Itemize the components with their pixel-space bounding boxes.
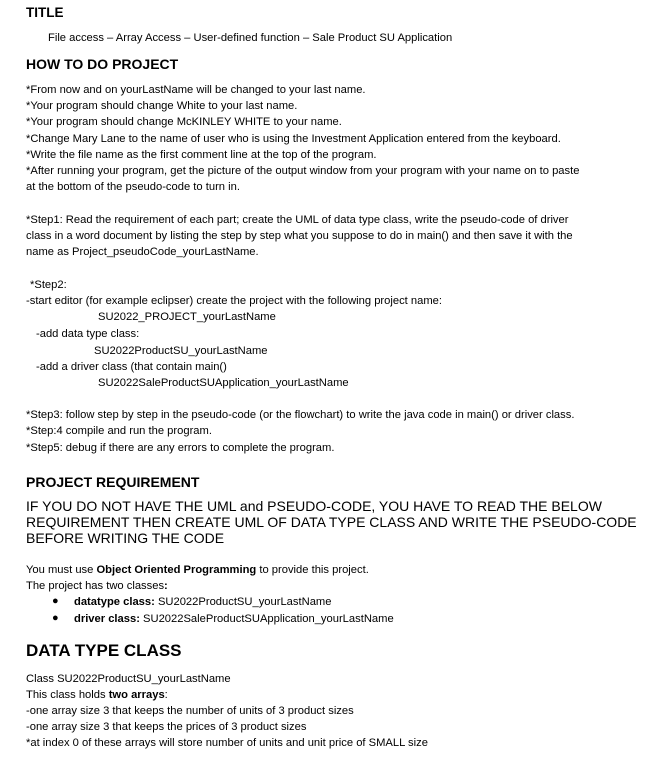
requirement-heading: PROJECT REQUIREMENT bbox=[26, 474, 200, 490]
requirement-warning-line: REQUIREMENT THEN CREATE UML OF DATA TYPE CLASS AND WRITE THE PSEUDO-CODE bbox=[26, 514, 637, 530]
step2-line: SU2022ProductSU_yourLastName bbox=[94, 345, 268, 357]
bullet-label: datatype class: bbox=[74, 596, 155, 608]
how-to-heading: HOW TO DO PROJECT bbox=[26, 56, 179, 72]
requirement-warning-line: IF YOU DO NOT HAVE THE UML and PSEUDO-CODE, YOU HAVE TO READ THE BELOW bbox=[26, 498, 602, 514]
oop-line bbox=[26, 562, 369, 578]
step1-line: name as Project_pseudoCode_yourLastName. bbox=[26, 246, 259, 258]
step3-line: *Step5: debug if there are any errors to complete the program. bbox=[26, 442, 335, 454]
class-line: Class SU2022ProductSU_yourLastName bbox=[26, 673, 231, 685]
step2-line: -add data type class: bbox=[36, 328, 140, 340]
holds-pre: This class holds bbox=[26, 689, 109, 701]
step2-line: -start editor (for example eclipser) create the project with the following project name: bbox=[26, 295, 442, 307]
step1-line: class in a word document by listing the step by step what you suppose to do in main() and then save it with the bbox=[26, 230, 573, 242]
title-heading: TITLE bbox=[26, 5, 64, 20]
classes-pre: The project has two classes bbox=[26, 580, 165, 592]
holds-line bbox=[26, 687, 168, 703]
how-to-line: *Your program should change White to your last name. bbox=[26, 100, 298, 112]
array-line: -one array size 3 that keeps the prices of 3 product sizes bbox=[26, 721, 307, 733]
bullet-label: driver class: bbox=[74, 613, 140, 625]
holds-post: : bbox=[164, 689, 168, 701]
bullet-icon: ● bbox=[52, 595, 59, 607]
step2-line: SU2022_PROJECT_yourLastName bbox=[98, 311, 276, 323]
data-type-heading: DATA TYPE CLASS bbox=[26, 641, 182, 660]
how-to-line: at the bottom of the pseudo-code to turn in. bbox=[26, 181, 240, 193]
holds-bold: two arrays bbox=[108, 689, 165, 701]
bullet-item bbox=[74, 594, 331, 610]
array-line: -one array size 3 that keeps the number of units of 3 product sizes bbox=[26, 705, 354, 717]
array-line: *at index 0 of these arrays will store number of units and unit price of SMALL size bbox=[26, 737, 428, 749]
how-to-line: *Your program should change McKINLEY WHITE to your name. bbox=[26, 116, 342, 128]
step3-line: *Step:4 compile and run the program. bbox=[26, 425, 212, 437]
requirement-warning-line: BEFORE WRITING THE CODE bbox=[26, 530, 225, 546]
bullet-value: SU2022ProductSU_yourLastName bbox=[154, 596, 332, 608]
oop-pre: You must use bbox=[26, 564, 97, 576]
step1-line: *Step1: Read the requirement of each part; create the UML of data type class, write the pseudo-code of driver bbox=[26, 214, 569, 226]
how-to-line: *From now and on yourLastName will be changed to your last name. bbox=[26, 84, 366, 96]
step2-line: SU2022SaleProductSUApplication_yourLastName bbox=[98, 377, 349, 389]
bullet-icon: ● bbox=[52, 612, 59, 624]
bullet-item bbox=[74, 611, 394, 627]
title-text: File access – Array Access – User-defined function – Sale Product SU Application bbox=[48, 32, 453, 44]
oop-post: to provide this project. bbox=[256, 564, 369, 576]
bullet-value: SU2022SaleProductSUApplication_yourLastName bbox=[139, 613, 394, 625]
step3-line: *Step3: follow step by step in the pseudo-code (or the flowchart) to write the java code in main() or driver class. bbox=[26, 409, 575, 421]
step2-line: *Step2: bbox=[30, 279, 67, 291]
classes-bold: : bbox=[164, 580, 168, 592]
how-to-line: *Write the file name as the first comment line at the top of the program. bbox=[26, 149, 377, 161]
step2-line: -add a driver class (that contain main() bbox=[36, 361, 227, 373]
oop-bold: Object Oriented Programming bbox=[96, 564, 257, 576]
classes-line bbox=[26, 578, 168, 594]
how-to-line: *After running your program, get the picture of the output window from your program with your name on to paste bbox=[26, 165, 580, 177]
how-to-line: *Change Mary Lane to the name of user who is using the Investment Application entered from the keyboard. bbox=[26, 133, 561, 145]
